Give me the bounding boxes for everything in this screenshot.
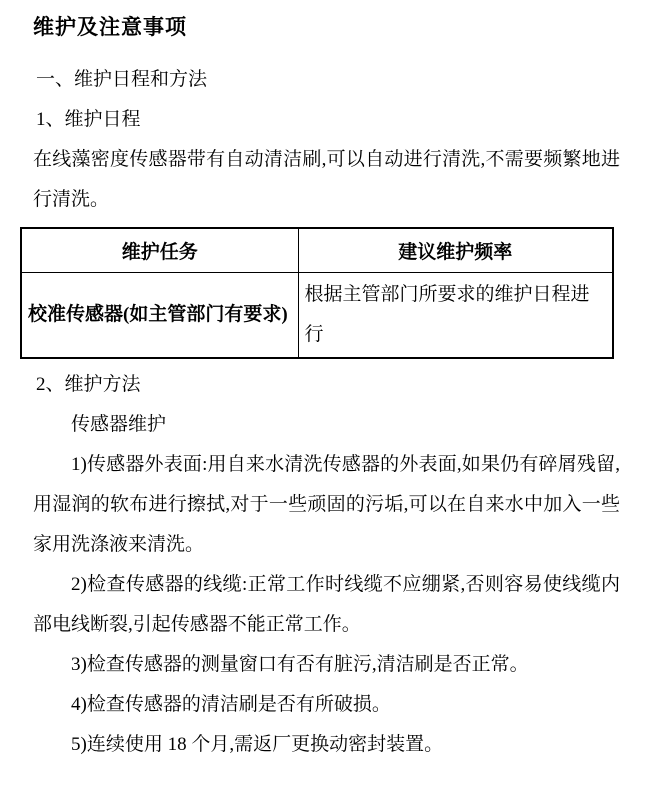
intro-paragraph: 在线藻密度传感器带有自动清洁刷,可以自动进行清洗,不需要频繁地进行清洗。 <box>33 149 620 210</box>
sensor-maintenance-label: 传感器维护 <box>71 413 167 435</box>
maintenance-step-3: 3)检查传感器的测量窗口有否有脏污,清洁刷是否正常。 <box>71 653 529 675</box>
table-header-task: 维护任务 <box>21 228 298 272</box>
maintenance-table <box>20 227 614 359</box>
page-title: 维护及注意事项 <box>33 15 187 39</box>
subheading-maintenance-method: 2、维护方法 <box>36 373 141 395</box>
subheading-maintenance-schedule: 1、维护日程 <box>36 109 141 130</box>
maintenance-steps-list <box>33 445 620 765</box>
table-header-row <box>21 228 613 272</box>
table-cell-frequency: 根据主管部门所要求的维护日程进行 <box>298 272 613 358</box>
table-cell-task: 校准传感器(如主管部门有要求) <box>21 272 298 358</box>
section-heading: 一、维护日程和方法 <box>36 69 208 90</box>
table-header-frequency: 建议维护频率 <box>298 228 613 272</box>
maintenance-step-5: 5)连续使用 18 个月,需返厂更换动密封装置。 <box>71 733 444 755</box>
maintenance-step-1: 1)传感器外表面:用自来水清洗传感器的外表面,如果仍有碎屑残留,用湿润的软布进行擦拭,对于一些顽固的污垢,可以在自来水中加入一些家用洗涤液来清洗。 <box>33 453 620 555</box>
table-row <box>21 272 613 358</box>
maintenance-step-4: 4)检查传感器的清洁刷是否有所破损。 <box>71 693 391 715</box>
maintenance-step-2: 2)检查传感器的线缆:正常工作时线缆不应绷紧,否则容易使线缆内部电线断裂,引起传感器不能正常工作。 <box>33 573 620 635</box>
